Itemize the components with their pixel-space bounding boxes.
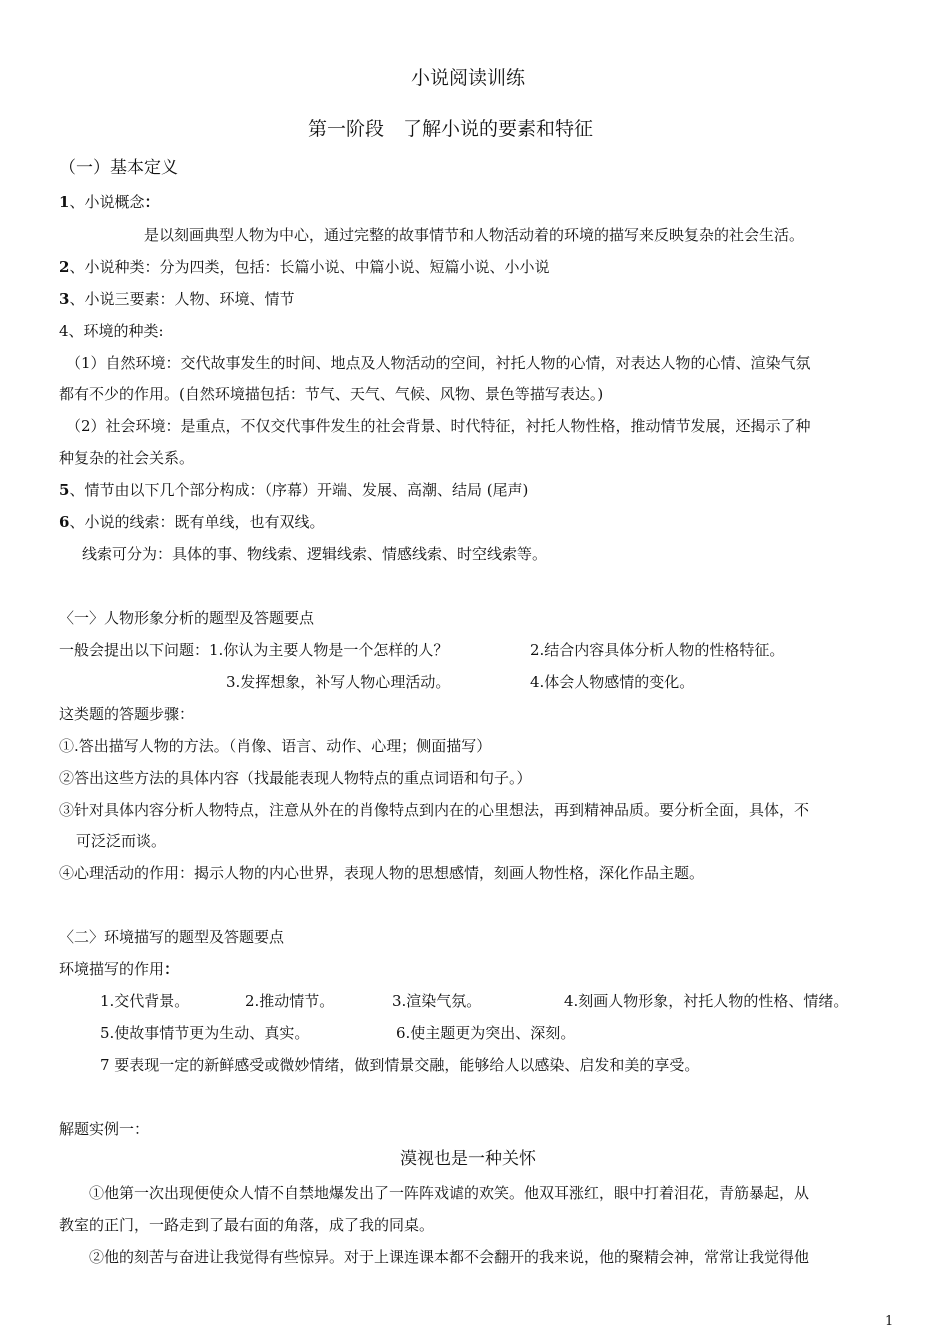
answer-steps-title: 这类题的答题步骤：	[59, 705, 195, 723]
document-title: 小说阅读训练	[411, 67, 526, 89]
item-4-environment-types: 4、环境的种类:	[59, 322, 164, 340]
function-3: 3.渲染气氛。	[392, 992, 482, 1010]
answer-step-4: ④心理活动的作用：揭示人物的内心世界，表现人物的思想感情，刻画人物性格，深化作品主题。	[59, 864, 705, 882]
function-7: 7 要表现一定的新鲜感受或微妙情绪，做到情景交融，能够给人以感染、启发和美的享受。	[100, 1056, 700, 1074]
label-text: 环境描写的作用	[59, 960, 165, 978]
function-6: 6.使主题更为突出、深刻。	[396, 1024, 576, 1042]
item-1-novel-concept	[59, 192, 159, 212]
section-heading-basic-definitions: （一）基本定义	[59, 158, 178, 178]
item-number: 6	[59, 513, 70, 531]
function-5: 5.使故事情节更为生动、真实。	[100, 1024, 310, 1042]
page-number: 1	[885, 1314, 894, 1329]
story-paragraph-1-line1: ①他第一次出现便使众人情不自禁地爆发出了一阵阵戏谑的欢笑。他双耳涨红，眼中打着泪花，青筋暴起，从	[89, 1184, 810, 1202]
answer-step-3-line1: ③针对具体内容分析人物特点，注意从外在的肖像特点到内在的心里想法，再到精神品质。要分析全面，具体，不	[59, 801, 810, 819]
question-3: 3.发挥想象，补写人物心理活动。	[226, 673, 451, 691]
item-number: 5	[59, 481, 70, 499]
label-colon: ：	[164, 960, 180, 978]
function-2: 2.推动情节。	[245, 992, 335, 1010]
item-4-1-natural-environment-line2: 都有不少的作用。(自然环境描包括：节气、天气、气候、风物、景色等描写表达。)	[59, 385, 604, 403]
section-heading-character-analysis: 〈一〉人物形象分析的题型及答题要点	[59, 609, 315, 627]
document-subtitle: 第一阶段 了解小说的要素和特征	[308, 118, 594, 140]
item-4-1-natural-environment-line1: （1）自然环境：交代故事发生的时间、地点及人物活动的空间，衬托人物的心情，对表达人物的心情、渲染气氛	[66, 354, 811, 372]
environment-functions-label	[59, 959, 179, 979]
item-6-clues	[59, 512, 324, 532]
story-paragraph-2-line1: ②他的刻苦与奋进让我觉得有些惊异。对于上课连课本都不会翻开的我来说，他的聚精会神，常常让我觉得他	[89, 1248, 810, 1266]
item-4-2-social-environment-line2: 种复杂的社会关系。	[59, 449, 195, 467]
story-paragraph-1-line2: 教室的正门，一路走到了最右面的角落，成了我的同桌。	[59, 1216, 435, 1234]
item-3-three-elements	[59, 289, 294, 309]
answer-step-1: ①.答出描写人物的方法。（肖像、语言、动作、心理；侧面描写）	[59, 737, 492, 755]
item-text: 、小说种类：分为四类，包括：长篇小说、中篇小说、短篇小说、小小说	[69, 258, 550, 276]
item-label: 、小说概念	[69, 193, 145, 211]
item-number: 2	[59, 258, 70, 276]
item-6-clue-kinds: 线索可分为：具体的事、物线索、逻辑线索、情感线索、时空线索等。	[82, 545, 548, 563]
answer-step-2: ②答出这些方法的具体内容（找最能表现人物特点的重点词语和句子。）	[59, 769, 532, 787]
item-text: 、小说三要素：人物、环境、情节	[69, 290, 295, 308]
item-2-novel-types	[59, 257, 549, 277]
item-colon: ：	[144, 193, 160, 211]
item-text: 、情节由以下几个部分构成：（序幕）开端、发展、高潮、结局 (尾声)	[69, 481, 529, 499]
section-heading-environment-description: 〈二〉环境描写的题型及答题要点	[59, 928, 285, 946]
item-number: 1	[59, 193, 70, 211]
item-4-2-social-environment-line1: （2）社会环境：是重点，不仅交代事件发生的社会背景、时代特征，衬托人物性格，推动情节发展，还揭示了种	[66, 417, 811, 435]
item-text: 、小说的线索：既有单线，也有双线。	[69, 513, 325, 531]
answer-step-3-line2: 可泛泛而谈。	[76, 832, 167, 850]
question-4: 4.体会人物感情的变化。	[530, 673, 695, 691]
function-4: 4.刻画人物形象，衬托人物的性格、情绪。	[564, 992, 849, 1010]
item-number: 3	[59, 290, 70, 308]
item-1-definition-text: 是以刻画典型人物为中心，通过完整的故事情节和人物活动着的环境的描写来反映复杂的社会生活。	[144, 226, 805, 244]
item-5-plot-structure	[59, 480, 528, 500]
question-intro-1: 一般会提出以下问题：1.你认为主要人物是一个怎样的人？	[59, 641, 449, 659]
function-1: 1.交代背景。	[100, 992, 190, 1010]
example-label: 解题实例一：	[59, 1120, 150, 1138]
question-2: 2.结合内容具体分析人物的性格特征。	[530, 641, 785, 659]
example-story-title: 漠视也是一种关怀	[400, 1149, 536, 1169]
